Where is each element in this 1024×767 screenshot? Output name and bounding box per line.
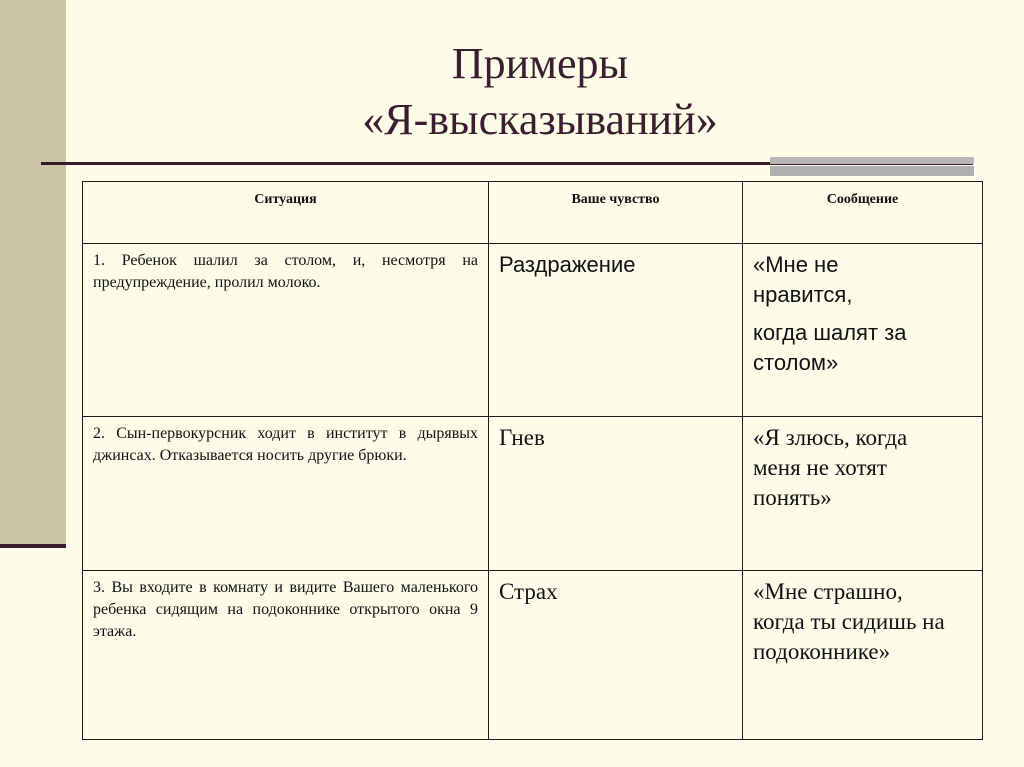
message-line: «Я злюсь, когда xyxy=(753,425,908,450)
feeling-cell: Гнев xyxy=(489,417,743,571)
message-line: нравится, xyxy=(753,282,853,307)
feeling-cell: Раздражение xyxy=(489,244,743,417)
table-row xyxy=(83,571,983,740)
message-cell xyxy=(743,417,983,571)
message-line: «Мне страшно, xyxy=(753,579,903,604)
message-line: понять» xyxy=(753,485,832,510)
message-cell xyxy=(743,244,983,417)
situation-cell: 3. Вы входите в комнату и видите Вашего маленького ребенка сидящим на подоконнике открытого окна 9 этажа. xyxy=(83,571,489,740)
message-line: меня не хотят xyxy=(753,455,887,480)
situation-cell: 1. Ребенок шалил за столом, и, несмотря на предупреждение, пролил молоко. xyxy=(83,244,489,417)
message-cell xyxy=(743,571,983,740)
message-line: когда ты сидишь на xyxy=(753,609,945,634)
table-header-row xyxy=(83,182,983,244)
slide-title xyxy=(0,36,1024,148)
left-accent-rule xyxy=(0,544,66,548)
header-feeling: Ваше чувство xyxy=(489,182,743,244)
feeling-cell: Страх xyxy=(489,571,743,740)
title-line-2: «Я-высказываний» xyxy=(362,95,718,144)
title-gray-bar-top xyxy=(770,157,974,164)
message-line: подоконнике» xyxy=(753,639,891,664)
message-line: «Мне не xyxy=(753,252,839,277)
table-row xyxy=(83,244,983,417)
header-message: Сообщение xyxy=(743,182,983,244)
message-line: столом» xyxy=(753,350,839,375)
table-row xyxy=(83,417,983,571)
title-gray-bar-bottom xyxy=(770,166,974,176)
header-situation: Ситуация xyxy=(83,182,489,244)
situation-cell: 2. Сын-первокурсник ходит в институт в дырявых джинсах. Отказывается носить другие брюки. xyxy=(83,417,489,571)
examples-table xyxy=(82,181,983,740)
message-line: когда шалят за xyxy=(753,320,907,345)
title-line-1: Примеры xyxy=(451,39,629,88)
